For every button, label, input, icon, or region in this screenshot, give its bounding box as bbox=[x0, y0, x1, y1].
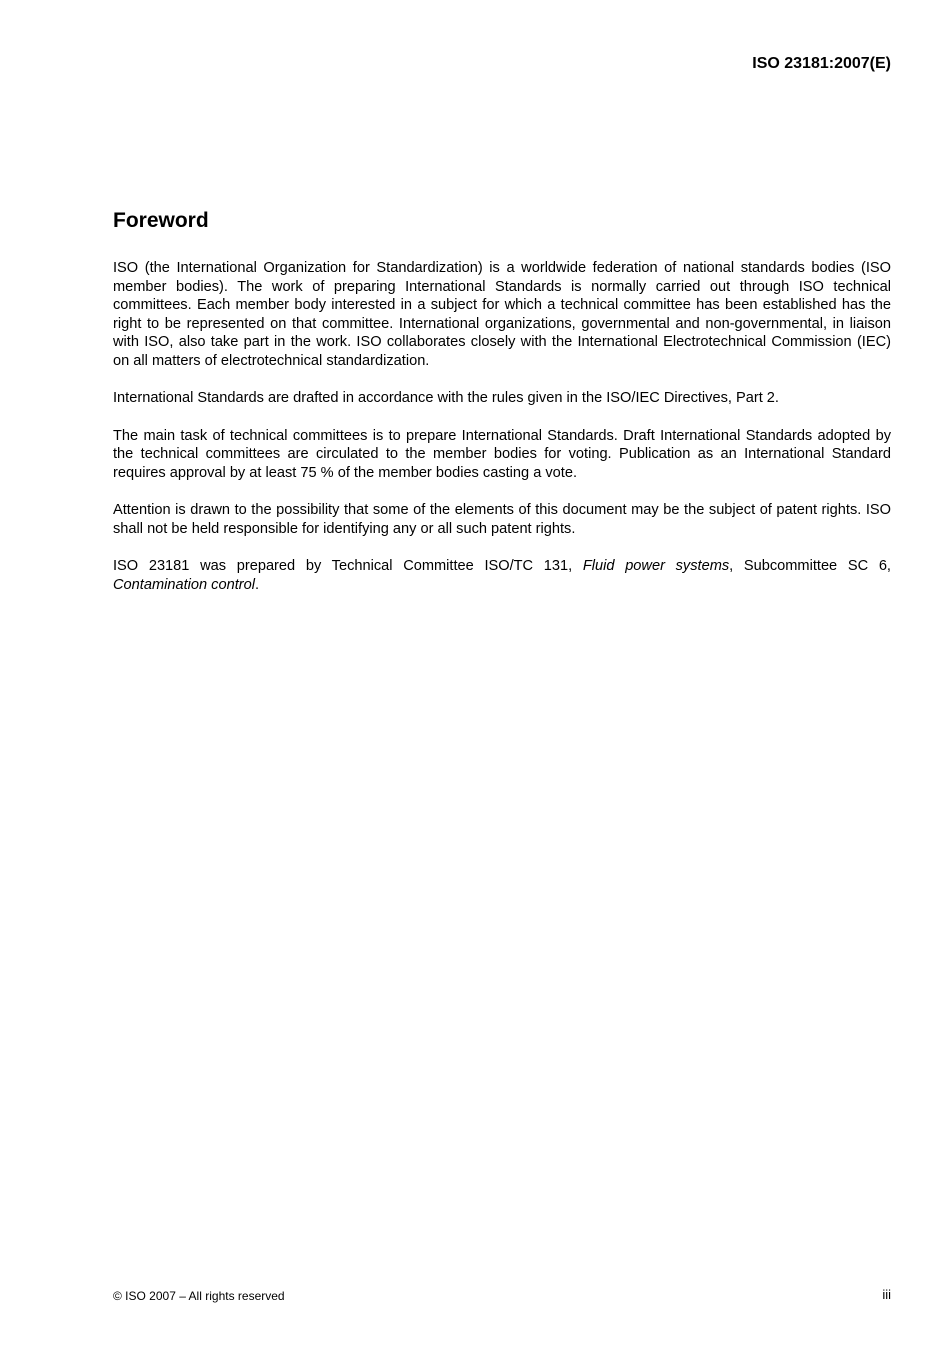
paragraph-directives: International Standards are drafted in accordance with the rules given in the ISO/IEC Directives, Part 2. bbox=[113, 390, 779, 406]
page-title: Foreword bbox=[113, 209, 209, 232]
subcommittee-title: Contamination control bbox=[113, 576, 255, 593]
preparation-middle: , Subcommittee SC 6, bbox=[729, 558, 891, 574]
paragraph-iso-overview: ISO (the International Organization for Standardization) is a worldwide federation of national standards bodies (ISO member bodies). The work of preparing International Standards is normally carried out through ISO technical committees. Each member body interested in a subject for which a technical committee has been established has the right to be represented on that committee. International organizations, governmental and non-governmental, in liaison with ISO, also take part in the work. ISO collaborates closely with the International Electrotechnical Commission (IEC) on all matters of electrotechnical standardization. bbox=[113, 260, 891, 369]
copyright-notice: © ISO 2007 – All rights reserved bbox=[113, 1289, 285, 1303]
paragraph-patent-rights: Attention is drawn to the possibility that some of the elements of this document may be the subject of patent rights. ISO shall not be held responsible for identifying any or all such patent rights. bbox=[113, 502, 891, 537]
page-number: iii bbox=[882, 1287, 891, 1302]
paragraph-main-task: The main task of technical committees is to prepare International Standards. Draft International Standards adopted by the technical committees are circulated to the member bodies for voting. Publication as an International Standard requires approval by at least 75 % of the member bodies casting a vote. bbox=[113, 427, 891, 481]
document-reference: ISO 23181:2007(E) bbox=[752, 55, 891, 72]
committee-title: Fluid power systems bbox=[582, 558, 730, 574]
preparation-prefix: ISO 23181 was prepared by Technical Committee ISO/TC 131, bbox=[113, 558, 583, 574]
paragraph-preparation bbox=[113, 557, 891, 594]
preparation-suffix: . bbox=[254, 576, 260, 593]
foreword-body bbox=[113, 259, 891, 613]
